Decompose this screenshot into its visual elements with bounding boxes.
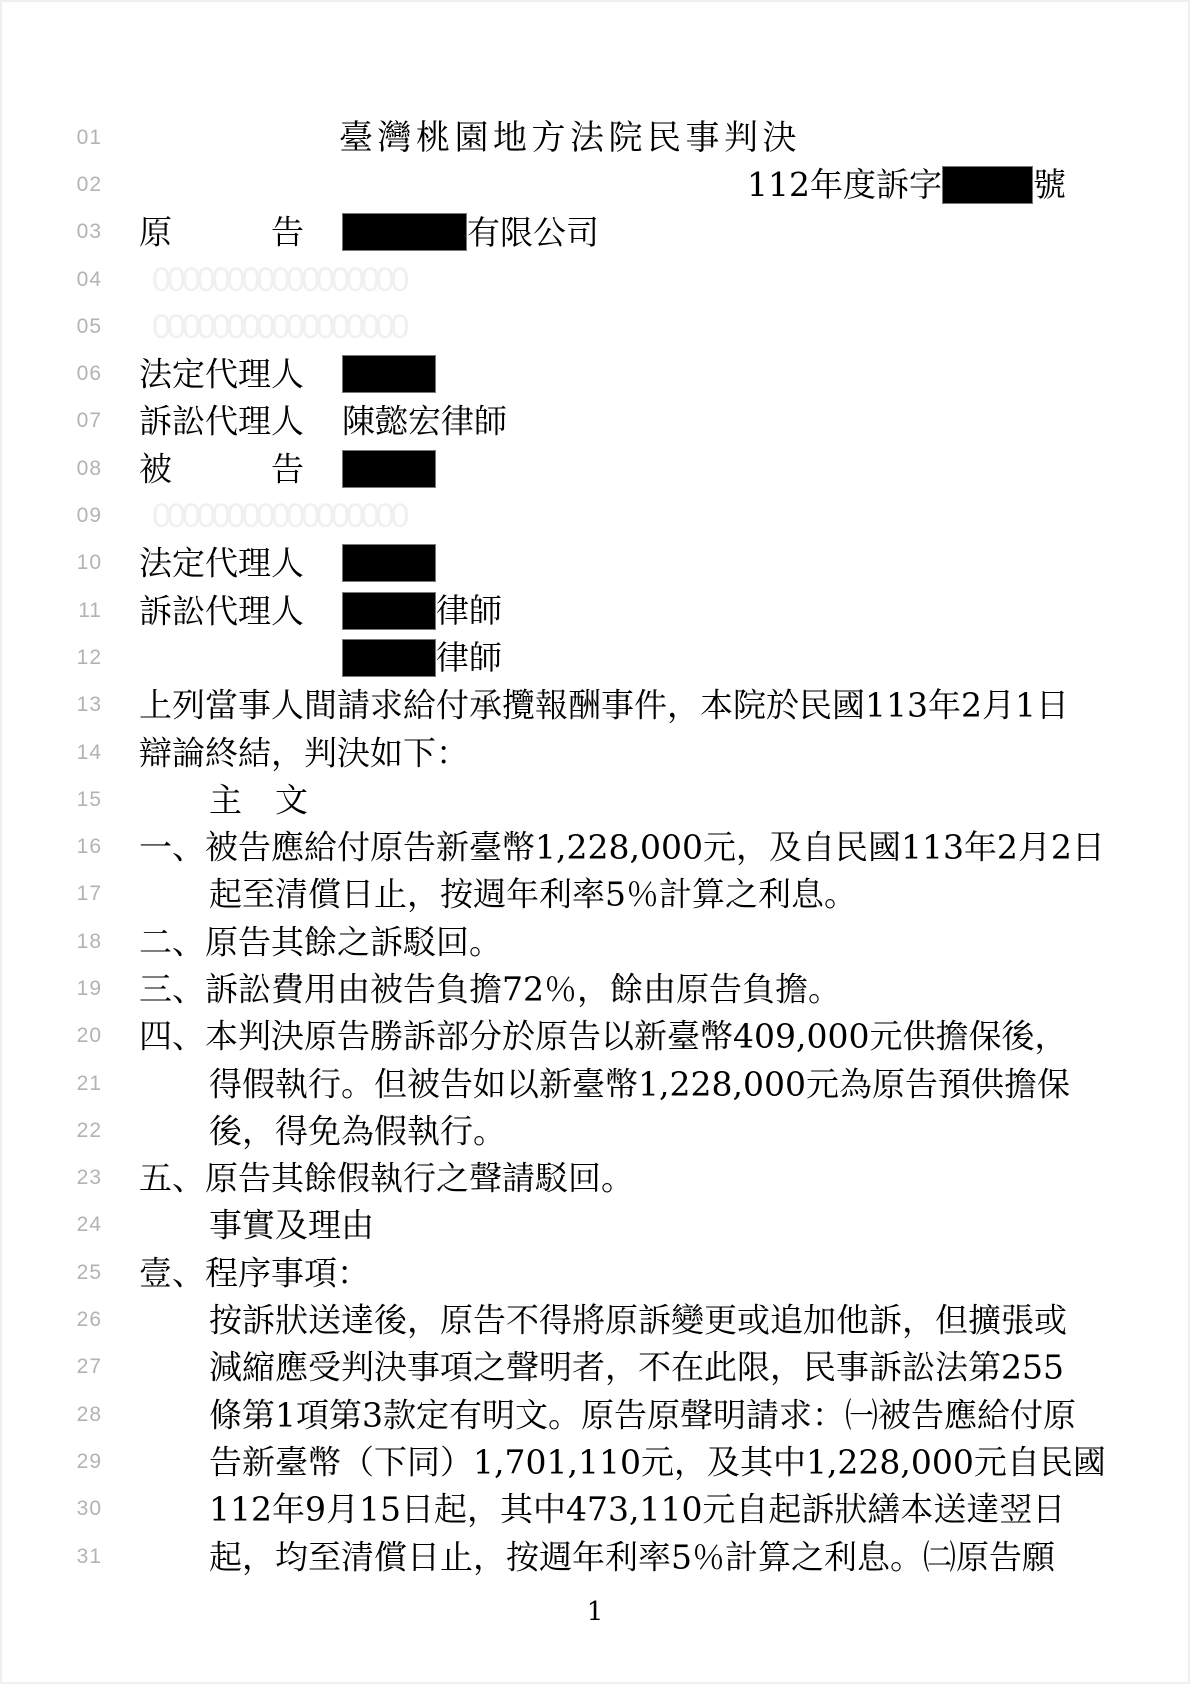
line-21 — [2, 1060, 1188, 1107]
case-number-suffix: 號 — [1033, 165, 1066, 205]
line-28 — [2, 1391, 1188, 1438]
line-14 — [2, 729, 1188, 776]
body-text: 二、原告其餘之訴駁回。 — [139, 922, 502, 962]
body-text: 後，得免為假執行。 — [209, 1111, 506, 1151]
legal-representative-name — [342, 544, 436, 582]
line-18 — [2, 918, 1188, 965]
body-text: 起至清償日止，按週年利率5％計算之利息。 — [209, 874, 857, 914]
body-text: 四、本判決原告勝訴部分於原告以新臺幣409,000元供擔保後， — [139, 1016, 1068, 1056]
party-name-plaintiff — [342, 213, 599, 251]
line-08 — [2, 445, 1188, 492]
body-text: 減縮應受判決事項之聲明者，不在此限，民事訴訟法第255 — [209, 1347, 1064, 1387]
redaction-box — [342, 355, 436, 393]
body-text: 五、原告其餘假執行之聲請駁回。 — [139, 1158, 634, 1198]
line-11 — [2, 587, 1188, 634]
line-number: 28 — [76, 1402, 102, 1426]
legal-representative-name — [342, 355, 436, 393]
section-heading-facts-reasons: 事實及理由 — [209, 1205, 374, 1245]
redaction-box — [342, 450, 436, 488]
body-text: 上列當事人間請求給付承攬報酬事件，本院於民國113年2月1日 — [139, 685, 1069, 725]
redaction-box — [342, 544, 436, 582]
line-12 — [2, 634, 1188, 681]
line-number: 08 — [76, 456, 102, 480]
redaction-box — [942, 166, 1033, 204]
party-label-char: 被 — [139, 449, 172, 489]
line-number: 05 — [76, 314, 102, 338]
line-02 — [2, 161, 1188, 208]
line-number: 13 — [76, 693, 102, 717]
line-number: 01 — [76, 125, 102, 149]
line-19 — [2, 965, 1188, 1012]
redaction-box — [342, 592, 436, 630]
line-number: 19 — [76, 976, 102, 1000]
body-text: 辯論終結，判決如下： — [139, 733, 469, 772]
faint-masked-id: 00000000000000000 — [152, 260, 406, 299]
line-01 — [2, 114, 1188, 161]
legal-representative-label: 法定代理人 — [139, 543, 304, 583]
redaction-box — [342, 213, 467, 251]
line-number: 11 — [78, 598, 102, 622]
party-label-char: 告 — [271, 212, 304, 252]
body-text: 條第1項第3款定有明文。原告原聲明請求：㈠被告應給付原 — [209, 1395, 1076, 1435]
line-number: 26 — [76, 1308, 102, 1332]
line-24 — [2, 1202, 1188, 1249]
section-heading-procedural: 壹、程序事項： — [139, 1253, 370, 1293]
legal-representative-label: 法定代理人 — [139, 354, 304, 394]
line-22 — [2, 1107, 1188, 1154]
case-number — [747, 166, 1066, 204]
body-text: 112年9月15日起，其中473,110元自起訴狀繕本送達翌日 — [209, 1489, 1066, 1529]
lawyer-suffix: 律師 — [436, 638, 502, 678]
line-number: 23 — [76, 1166, 102, 1190]
line-16 — [2, 823, 1188, 870]
body-text: 一、被告應給付原告新臺幣1,228,000元，及自民國113年2月2日 — [139, 827, 1105, 867]
line-number: 02 — [76, 172, 102, 196]
party-label-char: 原 — [139, 212, 172, 252]
litigation-representative-label: 訴訟代理人 — [139, 401, 304, 441]
line-number: 22 — [76, 1118, 102, 1142]
line-number: 04 — [76, 267, 102, 291]
line-number: 24 — [76, 1213, 102, 1237]
line-number: 18 — [76, 929, 102, 953]
line-number: 07 — [76, 409, 102, 433]
section-heading-main-text: 主 文 — [209, 780, 308, 820]
company-suffix: 有限公司 — [467, 212, 599, 252]
document-title: 臺灣桃園地方法院民事判決 — [339, 117, 801, 158]
line-number: 14 — [76, 740, 102, 764]
line-10 — [2, 540, 1188, 587]
line-number: 29 — [76, 1449, 102, 1473]
faint-masked-id: 00000000000000000 — [152, 307, 406, 346]
lawyer-name: 陳懿宏律師 — [342, 401, 507, 441]
body-text: 按訴狀送達後，原告不得將原訴變更或追加他訴，但擴張或 — [209, 1300, 1067, 1340]
line-25 — [2, 1249, 1188, 1296]
faint-masked-id: 00000000000000000 — [152, 497, 406, 536]
line-13 — [2, 682, 1188, 729]
line-15 — [2, 776, 1188, 823]
line-20 — [2, 1013, 1188, 1060]
line-07 — [2, 398, 1188, 445]
body-text: 起，均至清償日止，按週年利率5％計算之利息。㈡原告願 — [209, 1537, 1055, 1577]
line-number: 17 — [76, 882, 102, 906]
line-number: 03 — [76, 220, 102, 244]
line-number: 06 — [76, 362, 102, 386]
line-04 — [2, 256, 1188, 303]
party-label-char: 告 — [271, 449, 304, 489]
lawyer-name-redacted — [342, 592, 502, 630]
case-number-prefix: 112年度訴字 — [747, 165, 942, 205]
line-number: 20 — [76, 1024, 102, 1048]
line-23 — [2, 1155, 1188, 1202]
body-text: 三、訴訟費用由被告負擔72％，餘由原告負擔。 — [139, 969, 841, 1009]
line-number: 27 — [76, 1355, 102, 1379]
body-text: 告新臺幣（下同）1,701,110元，及其中1,228,000元自民國 — [209, 1442, 1106, 1482]
line-number: 09 — [76, 504, 102, 528]
document-body — [2, 114, 1188, 1580]
line-03 — [2, 209, 1188, 256]
body-text: 得假執行。但被告如以新臺幣1,228,000元為原告預供擔保 — [209, 1064, 1070, 1104]
lawyer-suffix: 律師 — [436, 591, 502, 631]
line-05 — [2, 303, 1188, 350]
litigation-representative-label: 訴訟代理人 — [139, 591, 304, 631]
line-31 — [2, 1533, 1188, 1580]
party-label-plaintiff — [139, 212, 304, 252]
line-27 — [2, 1344, 1188, 1391]
redaction-box — [342, 639, 436, 677]
line-09 — [2, 492, 1188, 539]
page-number: 1 — [586, 1597, 604, 1627]
lawyer-name-redacted — [342, 639, 502, 677]
line-number: 12 — [76, 645, 102, 669]
line-17 — [2, 871, 1188, 918]
line-number: 16 — [76, 835, 102, 859]
party-name-defendant — [342, 450, 436, 488]
line-number: 25 — [76, 1260, 102, 1284]
line-number: 31 — [76, 1544, 102, 1568]
line-29 — [2, 1438, 1188, 1485]
line-number: 10 — [76, 551, 102, 575]
line-30 — [2, 1486, 1188, 1533]
line-number: 21 — [76, 1071, 102, 1095]
party-label-defendant — [139, 449, 304, 489]
line-number: 30 — [76, 1497, 102, 1521]
line-06 — [2, 350, 1188, 397]
line-number: 15 — [76, 787, 102, 811]
line-26 — [2, 1296, 1188, 1343]
